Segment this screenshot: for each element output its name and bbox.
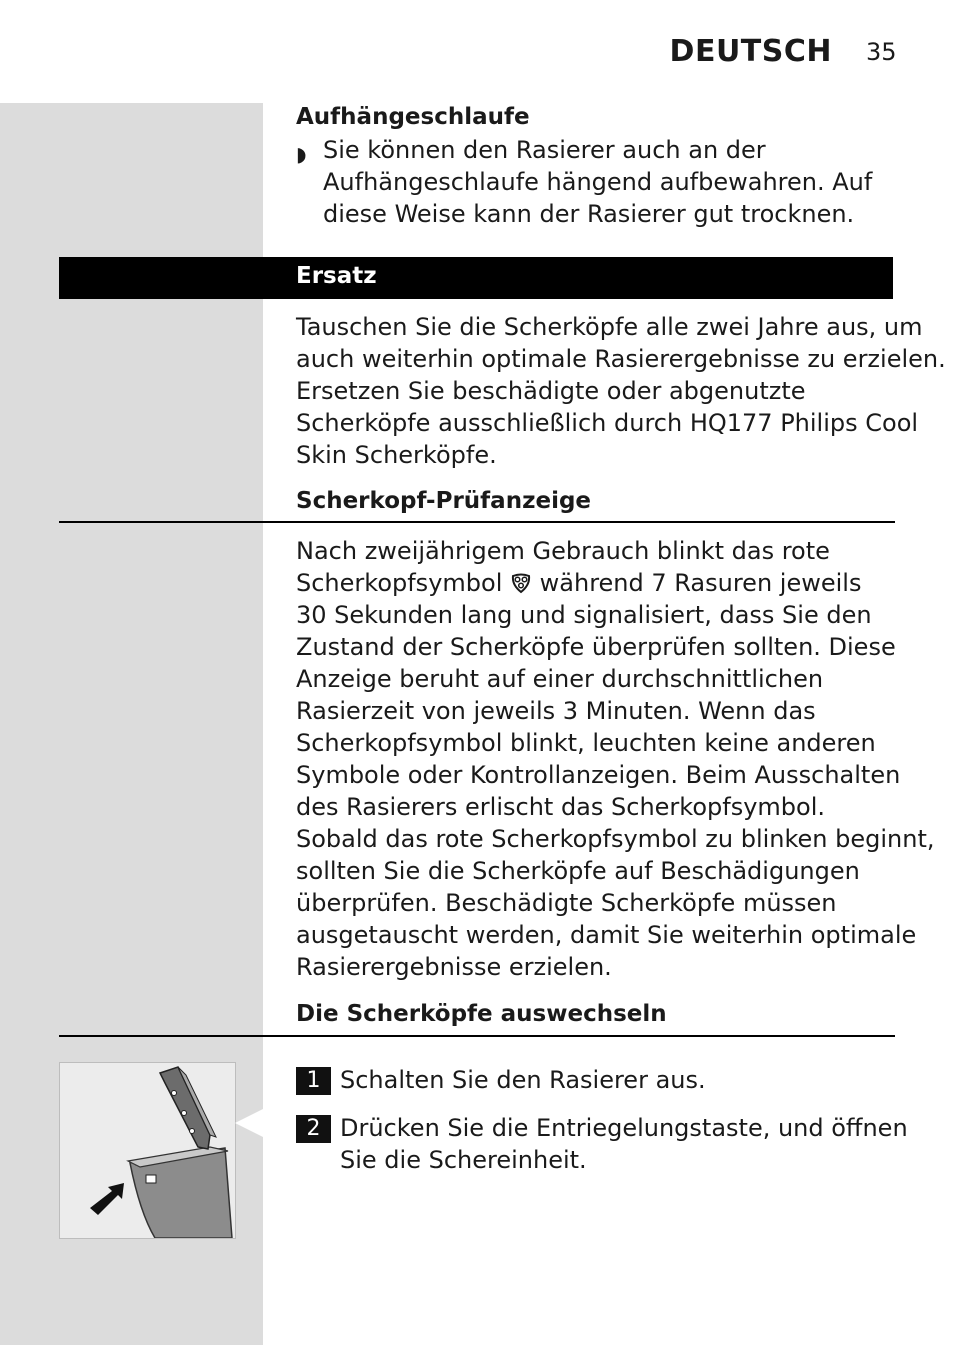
- text-line: sollten Sie die Scherköpfe auf Beschädigungen: [296, 857, 860, 885]
- text-line: Ersetzen Sie beschädigte oder abgenutzte: [296, 377, 806, 405]
- text-line: Skin Scherköpfe.: [296, 441, 497, 469]
- bullet-line: Sie können den Rasierer auch an der: [323, 136, 766, 164]
- shaver-open-illustration: [59, 1062, 236, 1239]
- text-line: Anzeige beruht auf einer durchschnittlichen: [296, 665, 824, 693]
- indicator-paragraph: [296, 535, 935, 983]
- text-line: Rasierergebnisse erzielen.: [296, 953, 612, 981]
- section-rule: [59, 521, 895, 523]
- text-line: Nach zweijährigem Gebrauch blinkt das rote: [296, 537, 830, 565]
- page-number: 35: [866, 38, 897, 66]
- replacement-paragraph: [296, 311, 946, 471]
- text-line: Symbole oder Kontrollanzeigen. Beim Ausschalten: [296, 761, 901, 789]
- section-rule: [59, 1035, 895, 1037]
- bullet-line: diese Weise kann der Rasierer gut trocknen.: [323, 200, 855, 228]
- step-text: Sie die Schereinheit.: [340, 1146, 587, 1174]
- step-number: 1: [296, 1067, 331, 1095]
- text-line: Scherkopfsymbol blinkt, leuchten keine anderen: [296, 729, 876, 757]
- text-line: Zustand der Scherköpfe überprüfen sollten. Diese: [296, 633, 896, 661]
- bullet-line: Aufhängeschlaufe hängend aufbewahren. Auf: [323, 168, 873, 196]
- text-line: Sobald das rote Scherkopfsymbol zu blinken beginnt,: [296, 825, 935, 853]
- text-fragment: Scherkopfsymbol: [296, 569, 503, 597]
- text-line: ausgetauscht werden, damit Sie weiterhin optimale: [296, 921, 917, 949]
- step-number: 2: [296, 1115, 331, 1143]
- section-bar-replacement: [59, 257, 893, 299]
- text-line: des Rasierers erlischt das Scherkopfsymbol.: [296, 793, 826, 821]
- header-language: DEUTSCH: [669, 34, 832, 69]
- text-line: auch weiterhin optimale Rasierergebnisse zu erzielen.: [296, 345, 946, 373]
- section-title-replace-heads: Die Scherköpfe auswechseln: [296, 1001, 667, 1027]
- step-text: Drücken Sie die Entriegelungstaste, und öffnen: [340, 1114, 908, 1142]
- triangle-bullet-icon: ◗: [296, 142, 307, 166]
- section-title-indicator: Scherkopf-Prüfanzeige: [296, 488, 592, 514]
- text-line-with-icon: [296, 567, 906, 599]
- text-line: Rasierzeit von jeweils 3 Minuten. Wenn das: [296, 697, 816, 725]
- text-line: Tauschen Sie die Scherköpfe alle zwei Jahre aus, um: [296, 313, 923, 341]
- text-line: 30 Sekunden lang und signalisiert, dass Sie den: [296, 601, 872, 629]
- text-fragment: während 7 Rasuren jeweils: [539, 569, 862, 597]
- text-line: überprüfen. Beschädigte Scherköpfe müssen: [296, 889, 837, 917]
- section-title-replacement: Ersatz: [296, 263, 377, 289]
- text-line: Scherköpfe ausschließlich durch HQ177 Philips Cool: [296, 409, 919, 437]
- step-text: Schalten Sie den Rasierer aus.: [340, 1066, 706, 1094]
- section-title-hang-loop: Aufhängeschlaufe: [296, 104, 530, 130]
- shaving-head-icon: [510, 572, 532, 594]
- callout-pointer: [235, 1108, 265, 1138]
